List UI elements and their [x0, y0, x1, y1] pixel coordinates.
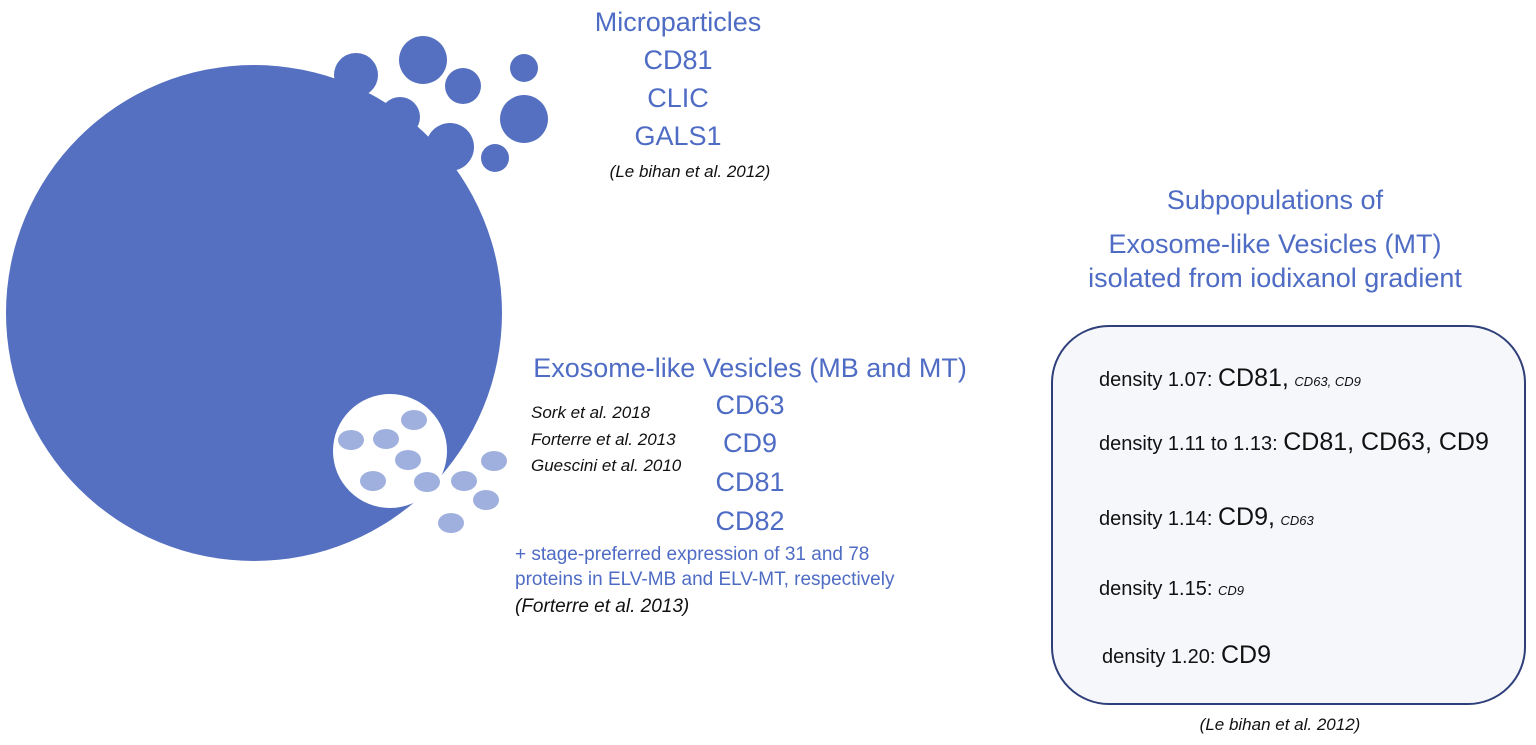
density-major-markers: CD9, — [1217, 503, 1275, 531]
intraluminal-vesicle — [360, 471, 386, 491]
microparticle — [481, 144, 509, 172]
density-label: density 1.20: — [1102, 646, 1216, 668]
stage-reference: (Forterre et al. 2013) — [515, 596, 690, 617]
microparticle-marker: CLIC — [647, 83, 709, 113]
density-row — [1099, 364, 1361, 393]
microparticle — [399, 36, 447, 84]
density-row — [1099, 428, 1489, 457]
intraluminal-vesicle — [401, 410, 427, 430]
subpopulations-reference: (Le bihan et al. 2012) — [1199, 715, 1361, 734]
subpopulations-title-line: Exosome-like Vesicles (MT) — [1108, 229, 1442, 259]
density-label: density 1.15: — [1099, 578, 1213, 600]
density-major-markers: CD81, CD63, CD9 — [1283, 428, 1489, 456]
elv-reference: Guescini et al. 2010 — [531, 456, 682, 475]
elv-marker: CD63 — [715, 390, 785, 420]
microparticle-marker: GALS1 — [634, 121, 722, 151]
released-vesicle — [473, 490, 499, 510]
density-row — [1102, 641, 1271, 670]
microparticle — [500, 95, 548, 143]
intraluminal-vesicle — [395, 450, 421, 470]
density-row — [1099, 578, 1244, 601]
density-minor-markers: CD63 — [1280, 513, 1314, 528]
elv-marker: CD81 — [715, 467, 785, 497]
elv-reference: Sork et al. 2018 — [531, 403, 651, 422]
released-vesicle — [451, 471, 477, 491]
microparticle — [380, 97, 420, 137]
density-label: density 1.14: — [1099, 508, 1213, 530]
subpopulations-title-line: isolated from iodixanol gradient — [1088, 263, 1462, 293]
density-minor-markers: CD9 — [1217, 583, 1244, 598]
stage-expression-text: proteins in ELV-MB and ELV-MT, respectively — [515, 569, 895, 590]
density-row — [1099, 503, 1314, 532]
density-label: density 1.07: — [1099, 369, 1213, 391]
subpopulations-title-line: Subpopulations of — [1166, 185, 1384, 215]
intraluminal-vesicle — [373, 429, 399, 449]
elv-marker: CD9 — [722, 428, 777, 458]
microparticles-title: Microparticles — [594, 7, 762, 37]
stage-expression-text: + stage-preferred expression of 31 and 78 — [515, 544, 870, 565]
density-minor-markers: CD63, CD9 — [1294, 374, 1361, 389]
released-vesicle — [481, 451, 507, 471]
released-vesicle — [438, 513, 464, 533]
intraluminal-vesicle — [338, 430, 364, 450]
intraluminal-vesicle — [414, 472, 440, 492]
microparticles-reference: (Le bihan et al. 2012) — [609, 162, 771, 181]
density-major-markers: CD9 — [1220, 641, 1271, 669]
microparticle-marker: CD81 — [643, 45, 713, 75]
elv-title: Exosome-like Vesicles (MB and MT) — [533, 353, 967, 383]
microparticle — [510, 54, 538, 82]
density-label: density 1.11 to 1.13: — [1099, 433, 1278, 455]
microparticle — [426, 123, 474, 171]
elv-reference: Forterre et al. 2013 — [531, 430, 676, 449]
microparticle — [334, 53, 378, 97]
microparticle — [445, 68, 481, 104]
density-major-markers: CD81, — [1217, 364, 1289, 392]
elv-marker: CD82 — [715, 506, 785, 536]
